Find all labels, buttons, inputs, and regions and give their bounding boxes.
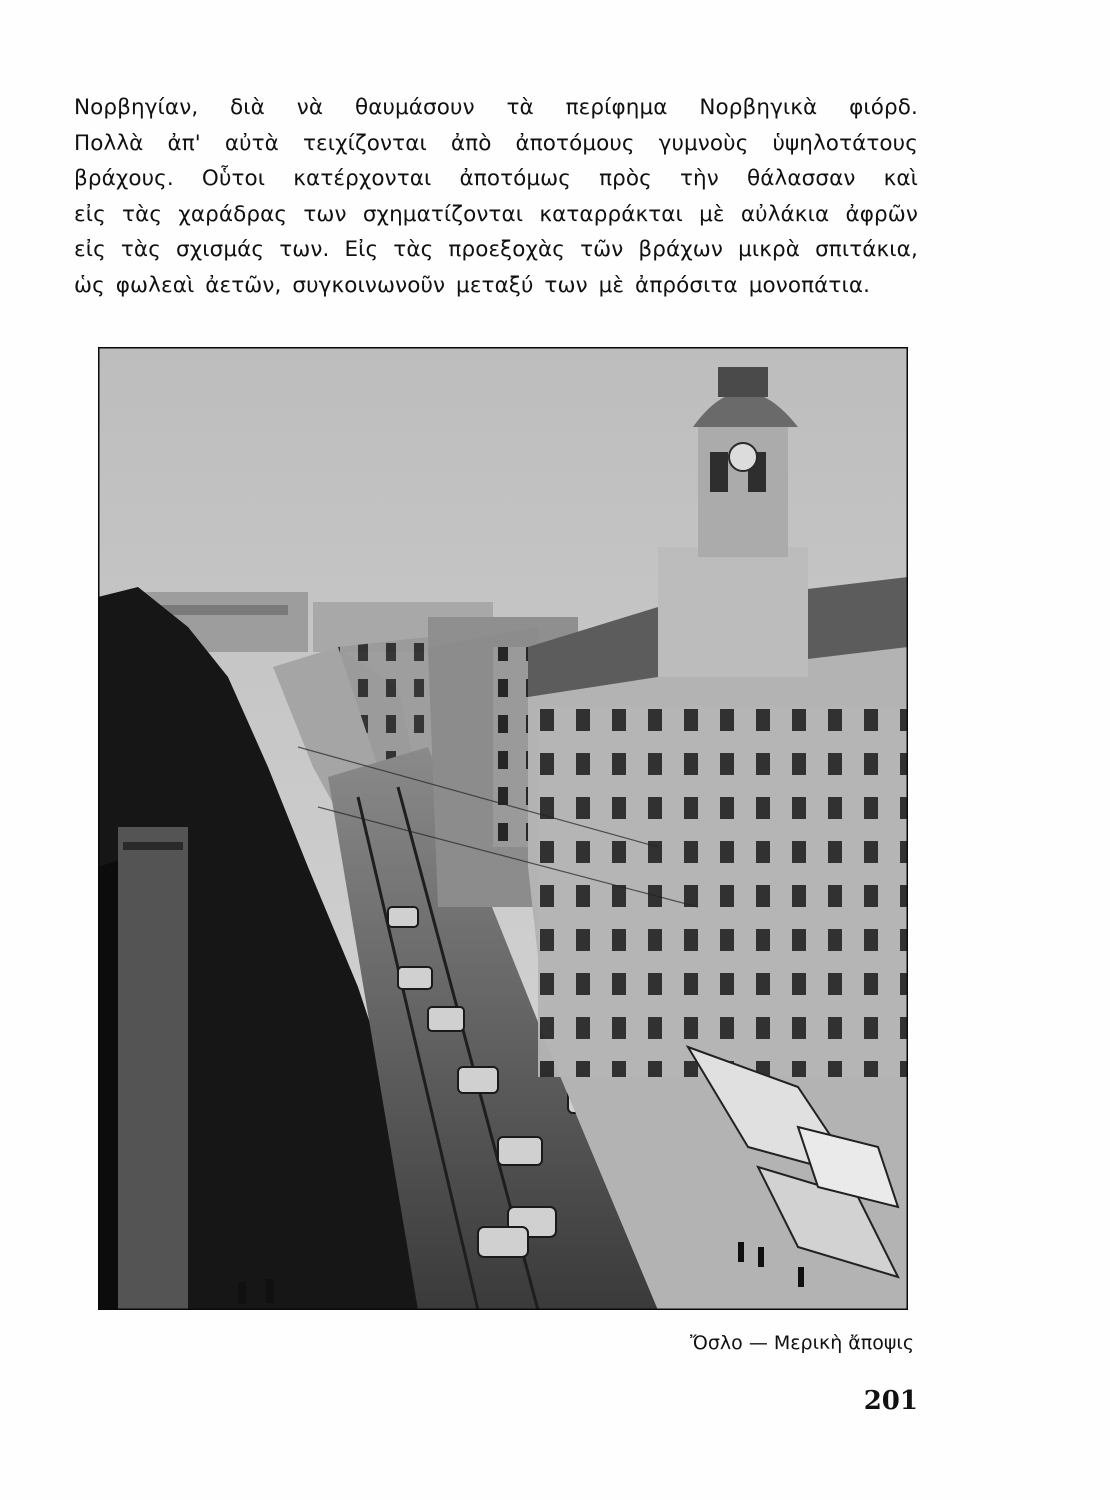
word: τειχίζονται xyxy=(302,130,427,156)
word: Νορβηγίαν, xyxy=(74,95,199,120)
word: γυμνοὺς xyxy=(658,130,749,156)
word: ἀφρῶν xyxy=(845,201,918,227)
word: ἀποτόμως xyxy=(459,166,572,192)
word: σχηματίζονται xyxy=(362,201,524,227)
word: ὑψηλοτάτους xyxy=(772,130,918,156)
word: θάλασσαν xyxy=(747,166,856,192)
word: εἰς xyxy=(74,201,106,227)
figure-caption: Ὄσλο — Μερικὴ ἄποψις xyxy=(690,1332,914,1354)
word: βράχους. xyxy=(74,166,174,192)
word: διὰ xyxy=(230,95,265,120)
word: Πολλὰ xyxy=(74,130,144,156)
word: αὐτὰ xyxy=(224,130,279,156)
word: μικρὰ xyxy=(738,237,801,263)
word: ἀπὸ xyxy=(450,130,492,156)
word: σχισμάς xyxy=(176,237,265,263)
word: καταρράκται xyxy=(539,201,683,227)
word: θαυμάσουν xyxy=(354,95,475,120)
word: νὰ xyxy=(296,95,324,120)
body-line xyxy=(74,126,918,162)
body-line xyxy=(74,197,918,233)
body-line xyxy=(74,161,918,197)
word: ἀποτόμους xyxy=(515,130,635,156)
body-line xyxy=(74,90,918,126)
word: αὐλάκια xyxy=(740,201,830,227)
word: βράχων xyxy=(638,237,723,263)
word: τῶν xyxy=(580,237,624,263)
word: φιόρδ. xyxy=(849,95,918,120)
word: των. xyxy=(279,237,330,263)
word: τὰς xyxy=(120,237,161,263)
word: κατέρχονται xyxy=(293,166,432,192)
body-line xyxy=(74,232,918,268)
body-line: ὡς φωλεαὶ ἀετῶν, συγκοινωνοῦν μεταξύ των μὲ ἀπρόσιτα μονοπάτια. xyxy=(74,272,871,298)
word: τὴν xyxy=(680,166,719,192)
word: περίφημα xyxy=(565,95,668,120)
word: χαράδρας xyxy=(178,201,288,227)
body-paragraph xyxy=(74,90,918,304)
word: εἰς xyxy=(74,237,106,263)
page-number: 201 xyxy=(863,1386,918,1416)
word: Νορβηγικὰ xyxy=(699,95,818,120)
word: καὶ xyxy=(883,166,918,192)
word: τὰς xyxy=(393,237,434,263)
word: μὲ xyxy=(699,201,725,227)
word: ἀπ' xyxy=(167,130,201,156)
word: Οὗτοι xyxy=(201,166,266,192)
word: πρὸς xyxy=(599,166,652,192)
word: τὰ xyxy=(506,95,534,120)
word: σπιτάκια, xyxy=(815,237,918,263)
word: Εἰς xyxy=(344,237,379,263)
word: προεξοχὰς xyxy=(448,237,566,263)
word: τὰς xyxy=(122,201,163,227)
word: των xyxy=(303,201,347,227)
oslo-street-photo xyxy=(98,347,908,1310)
